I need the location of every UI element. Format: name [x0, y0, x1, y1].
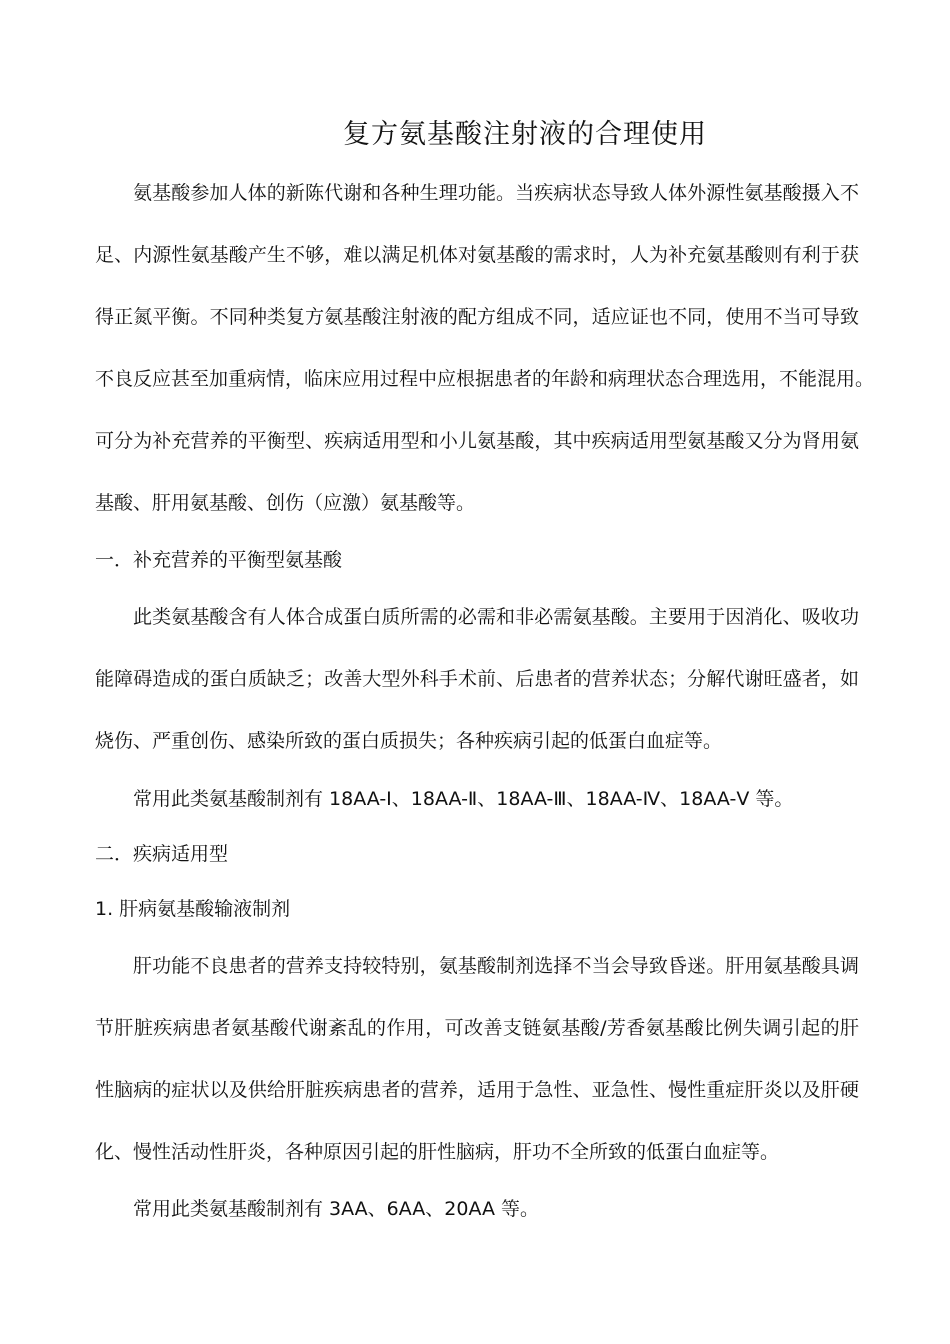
intro-line-6: 基酸、肝用氨基酸、创伤（应激）氨基酸等。	[95, 492, 476, 514]
section1-preparations: 常用此类氨基酸制剂有 18AA-Ⅰ、18AA-Ⅱ、18AA-Ⅲ、18AA-Ⅳ、18AA-Ⅴ 等。	[133, 788, 794, 810]
section2-preparations: 常用此类氨基酸制剂有 3AA、6AA、20AA 等。	[133, 1198, 540, 1220]
section2-subheading: 1. 肝病氨基酸输液制剂	[95, 898, 291, 920]
intro-line-5: 可分为补充营养的平衡型、疾病适用型和小儿氨基酸，其中疾病适用型氨基酸又分为肾用氨	[95, 430, 859, 452]
section2-heading: 二．疾病适用型	[95, 843, 229, 865]
section2-line-2: 节肝脏疾病患者氨基酸代谢紊乱的作用，可改善支链氨基酸/芳香氨基酸比例失调引起的肝	[95, 1017, 859, 1039]
section2-line-1: 肝功能不良患者的营养支持较特别，氨基酸制剂选择不当会导致昏迷。肝用氨基酸具调	[133, 955, 859, 977]
section1-line-2: 能障碍造成的蛋白质缺乏；改善大型外科手术前、后患者的营养状态；分解代谢旺盛者，如	[95, 668, 859, 690]
section1-line-1: 此类氨基酸含有人体合成蛋白质所需的必需和非必需氨基酸。主要用于因消化、吸收功	[133, 606, 859, 628]
intro-line-1: 氨基酸参加人体的新陈代谢和各种生理功能。当疾病状态导致人体外源性氨基酸摄入不	[133, 182, 859, 204]
intro-line-3: 得正氮平衡。不同种类复方氨基酸注射液的配方组成不同，适应证也不同，使用不当可导致	[95, 306, 859, 328]
section2-line-3: 性脑病的症状以及供给肝脏疾病患者的营养，适用于急性、亚急性、慢性重症肝炎以及肝硬	[95, 1079, 859, 1101]
intro-line-4: 不良反应甚至加重病情，临床应用过程中应根据患者的年龄和病理状态合理选用，不能混用。	[95, 368, 875, 390]
section1-line-3: 烧伤、严重创伤、感染所致的蛋白质损失；各种疾病引起的低蛋白血症等。	[95, 730, 723, 752]
intro-line-2: 足、内源性氨基酸产生不够，难以满足机体对氨基酸的需求时，人为补充氨基酸则有利于获	[95, 244, 859, 266]
section1-heading: 一．补充营养的平衡型氨基酸	[95, 549, 343, 571]
section2-line-4: 化、慢性活动性肝炎，各种原因引起的肝性脑病，肝功不全所致的低蛋白血症等。	[95, 1141, 780, 1163]
document-title: 复方氨基酸注射液的合理使用	[343, 119, 707, 150]
